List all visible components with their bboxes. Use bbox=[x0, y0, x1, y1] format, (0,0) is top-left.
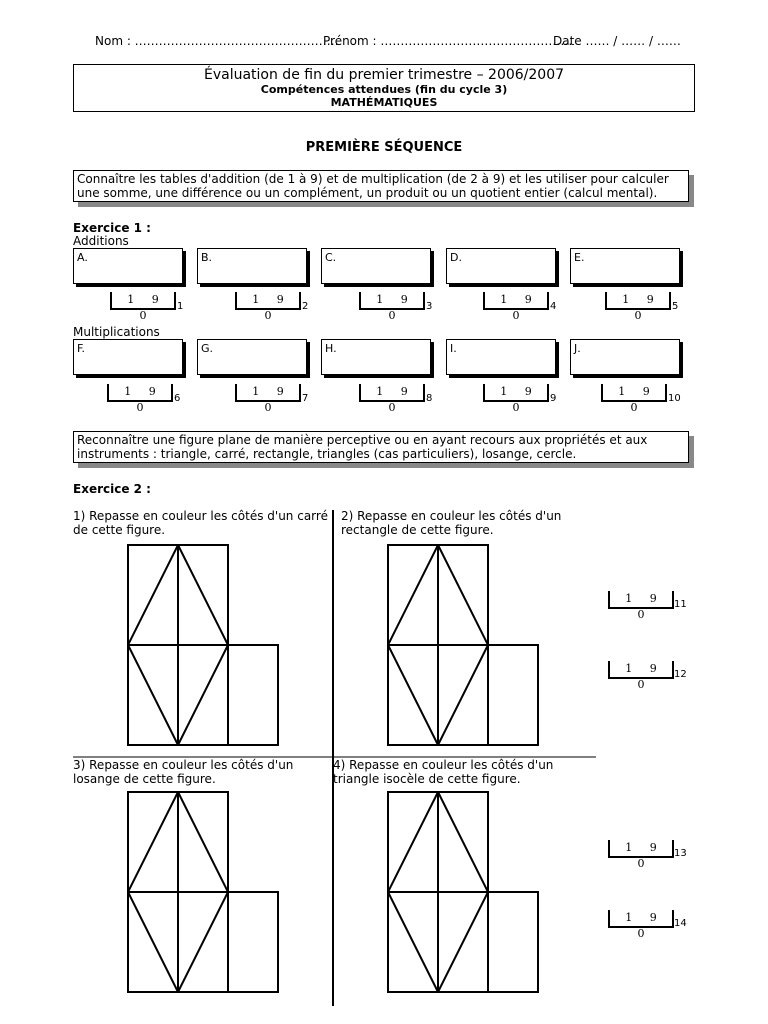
exercise-2-title: Exercice 2 : bbox=[73, 482, 151, 496]
answer-box-j[interactable]: J. bbox=[570, 339, 680, 375]
score-index: 14 bbox=[674, 918, 687, 929]
question-3: 3) Repasse en couleur les côtés d'un losange de cette figure. bbox=[73, 758, 294, 786]
geometry-figure-2[interactable] bbox=[387, 544, 540, 746]
score-code: 1 9 0 bbox=[608, 591, 674, 609]
score-code: 1 9 0 bbox=[235, 292, 301, 310]
multiplications-label: Multiplications bbox=[73, 325, 160, 339]
score-index: 7 bbox=[302, 393, 309, 404]
answer-box-i[interactable]: I. bbox=[446, 339, 556, 375]
score-index: 1 bbox=[177, 301, 184, 312]
answer-box-c[interactable]: C. bbox=[321, 248, 431, 284]
score-code: 1 9 0 bbox=[608, 910, 674, 928]
question-2: 2) Repasse en couleur les côtés d'un rectangle de cette figure. bbox=[341, 509, 562, 537]
answer-box-h[interactable]: H. bbox=[321, 339, 431, 375]
score-index: 6 bbox=[174, 393, 181, 404]
geometry-figure-1[interactable] bbox=[127, 544, 280, 746]
answer-box-b[interactable]: B. bbox=[197, 248, 307, 284]
geometry-figure-4[interactable] bbox=[387, 791, 540, 993]
score-code: 1 9 0 bbox=[601, 384, 667, 402]
score-index: 12 bbox=[674, 669, 687, 680]
score-code: 1 9 0 bbox=[608, 661, 674, 679]
geometry-figure-3[interactable] bbox=[127, 791, 280, 993]
subject-subtitle: MATHÉMATIQUES bbox=[330, 96, 438, 109]
competence-box-1: Connaître les tables d'addition (de 1 à 9) et de multiplication (de 2 à 9) et les utiliser pour calculer une somme, une différence ou un complément, un produit ou un quotient entier (calcul mental). bbox=[73, 170, 689, 202]
score-code: 1 9 0 bbox=[235, 384, 301, 402]
exercise-1-title: Exercice 1 : bbox=[73, 221, 151, 235]
score-index: 9 bbox=[550, 393, 557, 404]
score-index: 10 bbox=[668, 393, 681, 404]
question-1: 1) Repasse en couleur les côtés d'un carré de cette figure. bbox=[73, 509, 328, 537]
answer-box-e[interactable]: E. bbox=[570, 248, 680, 284]
score-code: 1 9 0 bbox=[483, 384, 549, 402]
date-field[interactable]: Date …… / …… / …… bbox=[553, 34, 681, 48]
competence-box-2: Reconnaître une figure plane de manière perceptive ou en ayant recours aux propriétés et aux instruments : triangle, carré, rectangle, triangles (cas particuliers), losange, cercle. bbox=[73, 431, 689, 463]
answer-box-a[interactable]: A. bbox=[73, 248, 183, 284]
prenom-field[interactable]: Prénom : ………………………………………… bbox=[323, 34, 573, 48]
score-index: 4 bbox=[550, 301, 557, 312]
score-index: 2 bbox=[302, 301, 309, 312]
score-code: 1 9 0 bbox=[110, 292, 176, 310]
answer-box-g[interactable]: G. bbox=[197, 339, 307, 375]
score-code: 1 9 0 bbox=[483, 292, 549, 310]
answer-box-f[interactable]: F. bbox=[73, 339, 183, 375]
score-code: 1 9 0 bbox=[359, 292, 425, 310]
score-index: 5 bbox=[672, 301, 679, 312]
additions-label: Additions bbox=[73, 234, 129, 248]
score-index: 8 bbox=[426, 393, 433, 404]
score-code: 1 9 0 bbox=[608, 840, 674, 858]
score-code: 1 9 0 bbox=[605, 292, 671, 310]
score-index: 3 bbox=[426, 301, 433, 312]
score-code: 1 9 0 bbox=[359, 384, 425, 402]
question-4: 4) Repasse en couleur les côtés d'un triangle isocèle de cette figure. bbox=[333, 758, 554, 786]
answer-box-d[interactable]: D. bbox=[446, 248, 556, 284]
score-code: 1 9 0 bbox=[107, 384, 173, 402]
competences-subtitle: Compétences attendues (fin du cycle 3) bbox=[260, 83, 508, 96]
evaluation-title: Évaluation de fin du premier trimestre – 2006/2007 bbox=[203, 67, 565, 83]
score-index: 11 bbox=[674, 599, 687, 610]
sequence-title: PREMIÈRE SÉQUENCE bbox=[305, 140, 463, 155]
score-index: 13 bbox=[674, 848, 687, 859]
nom-field[interactable]: Nom : …………………………………………… bbox=[95, 34, 339, 48]
